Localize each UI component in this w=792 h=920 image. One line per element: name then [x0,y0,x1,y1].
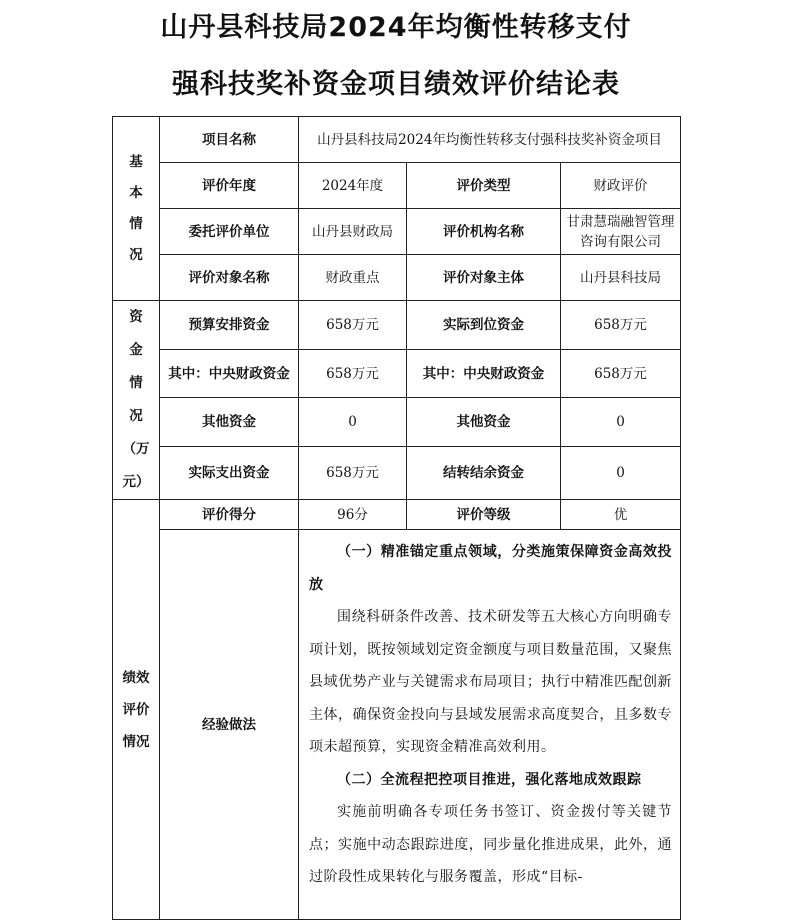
section-basic-info [113,117,160,301]
object-subject-value: 山丹县科技局 [561,255,681,301]
row-experience [113,530,681,920]
funds-section-char-1: 资 [129,309,143,325]
eval-year-value: 2024年度 [299,163,407,209]
budget-label: 预算安排资金 [160,301,299,350]
score-value: 96分 [299,500,407,530]
actual-spend-value: 658万元 [299,447,407,500]
evaluation-table [112,116,681,920]
grade-value: 优 [561,500,681,530]
experience-label: 经验做法 [160,530,299,920]
row-other-funds [113,398,681,447]
budget-value: 658万元 [299,301,407,350]
funds-section-char-2: 金 [129,342,143,358]
eval-year-label: 评价年度 [160,163,299,209]
grade-label: 评价等级 [407,500,561,530]
row-project-name [113,117,681,163]
other-funds-value-right: 0 [561,398,681,447]
section-funds-label [123,301,150,499]
object-name-label: 评价对象名称 [160,255,299,301]
central-funds-label-left: 其中：中央财政资金 [160,349,299,398]
section-performance [113,500,160,920]
central-funds-value-right: 658万元 [561,349,681,398]
central-funds-label-right: 其中：中央财政资金 [407,349,561,398]
document-title-line2: 强科技奖补资金项目绩效评价结论表 [172,69,620,100]
actual-arrival-value: 658万元 [561,301,681,350]
row-central-funds [113,349,681,398]
other-funds-label-right: 其他资金 [407,398,561,447]
row-eval-year [113,163,681,209]
eval-type-value: 财政评价 [561,163,681,209]
row-score [113,500,681,530]
actual-spend-label: 实际支出资金 [160,447,299,500]
funds-section-char-4: 况 [129,408,143,424]
entrust-unit-label: 委托评价单位 [160,209,299,255]
object-subject-label: 评价对象主体 [407,255,561,301]
performance-section-line-3: 情况 [122,733,150,750]
carryover-value: 0 [561,447,681,500]
section-funds [113,301,160,500]
project-name-value: 山丹县科技局2024年均衡性转移支付强科技奖补资金项目 [299,117,681,163]
row-object-name [113,255,681,301]
row-budget [113,301,681,350]
other-funds-value-left: 0 [299,398,407,447]
central-funds-value-left: 658万元 [299,349,407,398]
experience-para2-body: 实施前明确各专项任务书签订、资金拨付等关键节点；实施中动态跟踪进度，同步量化推进成果，此外，通过阶段性成果转化与服务覆盖，形成“目标- [309,804,673,885]
entrust-unit-value: 山丹县财政局 [299,209,407,255]
row-entrust-unit [113,209,681,255]
funds-section-char-3: 情 [129,375,143,391]
experience-para1-heading: （一）精准锚定重点领域，分类施策保障资金高效投放 [309,544,673,593]
carryover-label: 结转结余资金 [407,447,561,500]
eval-org-label: 评价机构名称 [407,209,561,255]
score-label: 评价得分 [160,500,299,530]
performance-section-line-1: 绩效 [122,669,150,686]
row-actual-spend [113,447,681,500]
eval-type-label: 评价类型 [407,163,561,209]
experience-para1-body: 围绕科研条件改善、技术研发等五大核心方向明确专项计划，既按领域划定资金额度与项目数量范围，又聚焦县域优势产业与关键需求布局项目；执行中精准匹配创新主体，确保资金投向与县域发展需求高度契合，且多数专项未超预算，实现资金精准高效利用。 [309,609,673,755]
project-name-label: 项目名称 [160,117,299,163]
funds-section-char-6: 元） [122,474,150,490]
section-basic-info-label: 基 本 情 况 [129,153,143,263]
experience-content [299,530,681,920]
actual-arrival-label: 实际到位资金 [407,301,561,350]
section-performance-label [123,662,150,758]
performance-section-line-2: 评价 [122,701,150,718]
other-funds-label-left: 其他资金 [160,398,299,447]
funds-section-char-5: （万 [122,441,150,457]
eval-org-value: 甘肃慧瑞融智管理咨询有限公司 [561,209,681,255]
document-title-line1: 山丹县科技局2024年均衡性转移支付 [160,12,632,43]
experience-para2-heading: （二）全流程把控项目推进，强化落地成效跟踪 [337,771,642,788]
object-name-value: 财政重点 [299,255,407,301]
